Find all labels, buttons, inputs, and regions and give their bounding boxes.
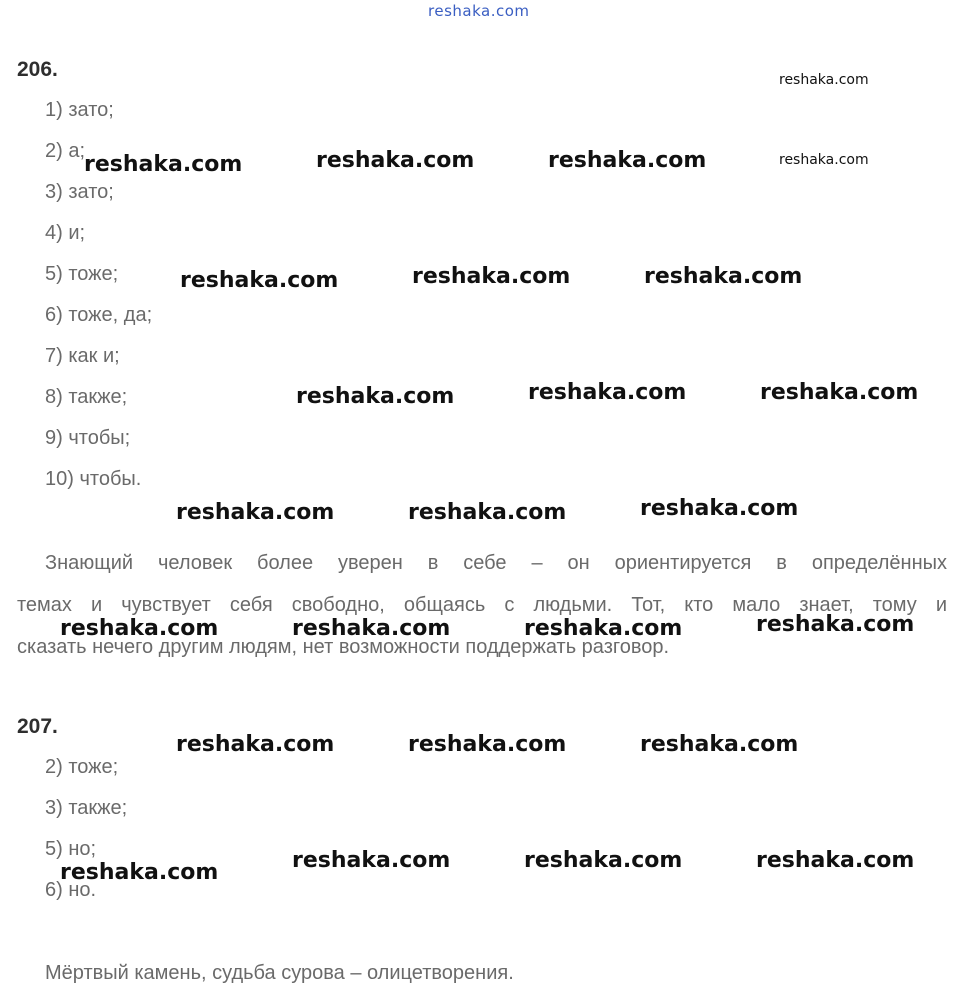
paragraph-line: Знающий человек более уверен в себе – он ориентируется в определённых <box>45 552 947 574</box>
watermark: reshaka.com <box>524 848 683 873</box>
answer-item: 3) также; <box>45 797 128 819</box>
watermark: reshaka.com <box>644 264 803 289</box>
watermark: reshaka.com <box>316 148 475 173</box>
watermark: reshaka.com <box>176 732 335 757</box>
watermark: reshaka.com <box>640 496 799 521</box>
answer-item: 9) чтобы; <box>45 427 131 449</box>
watermark: reshaka.com <box>292 616 451 641</box>
paragraph-line: сказать нечего другим людям, нет возможности поддержать разговор. <box>17 636 670 658</box>
watermark: reshaka.com <box>760 380 919 405</box>
watermark: reshaka.com <box>779 152 869 168</box>
watermark: reshaka.com <box>176 500 335 525</box>
site-link[interactable]: reshaka.com <box>428 2 530 20</box>
watermark: reshaka.com <box>756 848 915 873</box>
watermark: reshaka.com <box>548 148 707 173</box>
answer-item: 5) но; <box>45 838 97 860</box>
watermark: reshaka.com <box>292 848 451 873</box>
watermark: reshaka.com <box>408 732 567 757</box>
paragraph-line: темах и чувствует себя свободно, общаясь с людьми. Тот, кто мало знает, тому и <box>17 594 947 616</box>
answer-item: 5) тоже; <box>45 263 119 285</box>
answer-item: 8) также; <box>45 386 128 408</box>
watermark: reshaka.com <box>640 732 799 757</box>
answer-item: 10) чтобы. <box>45 468 142 490</box>
answer-item: 6) тоже, да; <box>45 304 153 326</box>
paragraph-206 <box>17 542 947 668</box>
answer-item: 7) как и; <box>45 345 120 367</box>
watermark: reshaka.com <box>60 860 219 885</box>
answer-item: 4) и; <box>45 222 86 244</box>
watermark: reshaka.com <box>84 152 243 177</box>
answer-item: 1) зато; <box>45 99 114 121</box>
watermark: reshaka.com <box>60 616 219 641</box>
watermark: reshaka.com <box>412 264 571 289</box>
task-number-207: 207. <box>17 715 58 738</box>
answer-item: 6) но. <box>45 879 97 901</box>
watermark: reshaka.com <box>408 500 567 525</box>
task-number-206: 206. <box>17 58 58 81</box>
paragraph-207: Мёртвый камень, судьба сурова – олицетворения. <box>45 962 514 984</box>
answer-item: 2) тоже; <box>45 756 119 778</box>
watermark: reshaka.com <box>528 380 687 405</box>
answer-item: 2) а; <box>45 140 86 162</box>
watermark: reshaka.com <box>524 616 683 641</box>
watermark: reshaka.com <box>756 612 915 637</box>
watermark: reshaka.com <box>180 268 339 293</box>
watermark: reshaka.com <box>779 72 869 88</box>
watermark: reshaka.com <box>296 384 455 409</box>
answer-item: 3) зато; <box>45 181 114 203</box>
